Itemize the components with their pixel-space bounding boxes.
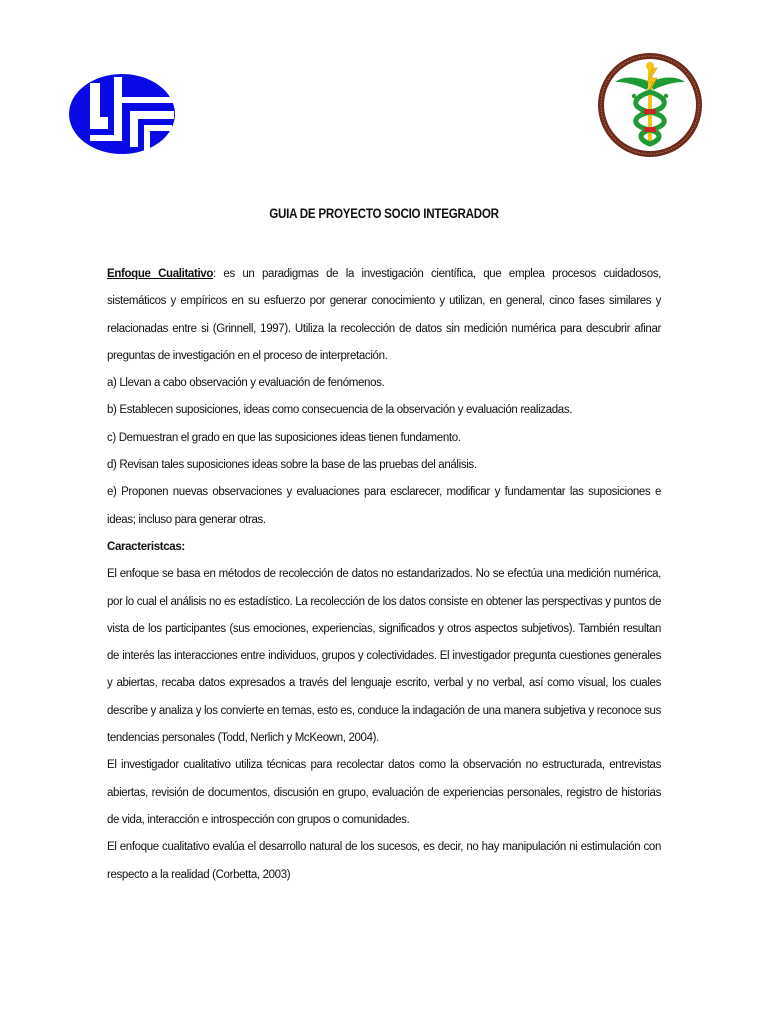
document-title: GUIA DE PROYECTO SOCIO INTEGRADOR [269,206,499,221]
list-item-e: e) Proponen nuevas observaciones y evaluaciones para esclarecer, modificar y fundamentar las suposiciones e [107,486,661,499]
paragraph-line: El enfoque se basa en métodos de recolección de datos no estandarizados. No se efectúa una medición numérica, [107,568,661,581]
paragraph-line: abiertas, revisión de documentos, discusión en grupo, evaluación de experiencias personales, registro de historias [107,786,661,799]
paragraph-line: por lo cual el análisis no es estadístico. La recolección de los datos consiste en obtener las perspectivas y puntos de [107,595,661,608]
university-logo [68,73,176,155]
intro-line-3: relacionadas entre si (Grinnell, 1997). Utiliza la recolección de datos sin medición numérica para descubrir afinar [107,322,661,335]
paragraph-line: describe y analiza y los convierte en temas, esto es, conduce la indagación de una manera subjetiva y reconoce sus [107,704,661,717]
intro-text: : es un paradigmas de la investigación científica, que emplea procesos cuidadosos, [213,268,661,280]
paragraph-line: El enfoque cualitativo evalúa el desarrollo natural de los sucesos, es decir, no hay manipulación ni estimulación con [107,841,661,854]
list-item-d: d) Revisan tales suposiciones ideas sobre la base de las pruebas del análisis. [107,459,477,472]
paragraph-line: El investigador cualitativo utiliza técnicas para recolectar datos como la observación no estructurada, entrevistas [107,759,661,772]
list-item-c: c) Demuestran el grado en que las suposiciones ideas tienen fundamento. [107,431,461,444]
intro-line-4: preguntas de investigación en el proceso de interpretación. [107,349,388,362]
intro-line-2: sistemáticos y empíricos en su esfuerzo por generar conocimiento y utilizan, en general, cinco fases similares y [107,295,661,308]
intro-line-1 [107,261,661,288]
list-item-e-cont: ideas; incluso para generar otras. [107,513,266,526]
paragraph-line: y abiertas, recaba datos expresados a través del lenguaje escrito, verbal y no verbal, así como visual, los cuales [107,677,661,690]
paragraph-line: tendencias personales (Todd, Nerlich y McKeown, 2004). [107,732,379,745]
intro-term: Enfoque Cualitativo [107,268,214,280]
list-item-b: b) Establecen suposiciones, ideas como consecuencia de la observación y evaluación realizadas. [107,404,573,417]
paragraph-line: de vida, interacción e introspección con grupos o comunidades. [107,813,410,826]
paragraph-line: respecto a la realidad (Corbetta, 2003) [107,868,291,881]
list-item-a: a) Llevan a cabo observación y evaluación de fenómenos. [107,377,385,390]
document-body [107,261,661,889]
characteristics-heading: Caracteristcas: [107,540,185,553]
paragraph-line: de interés las interacciones entre individuos, grupos y colectividades. El investigador pregunta cuestiones generales [107,650,661,663]
paragraph-line: vista de los participantes (sus emociones, experiencias, significados y otros aspectos subjetivos). También resultan [107,622,661,635]
caduceus-emblem-logo [597,52,703,158]
